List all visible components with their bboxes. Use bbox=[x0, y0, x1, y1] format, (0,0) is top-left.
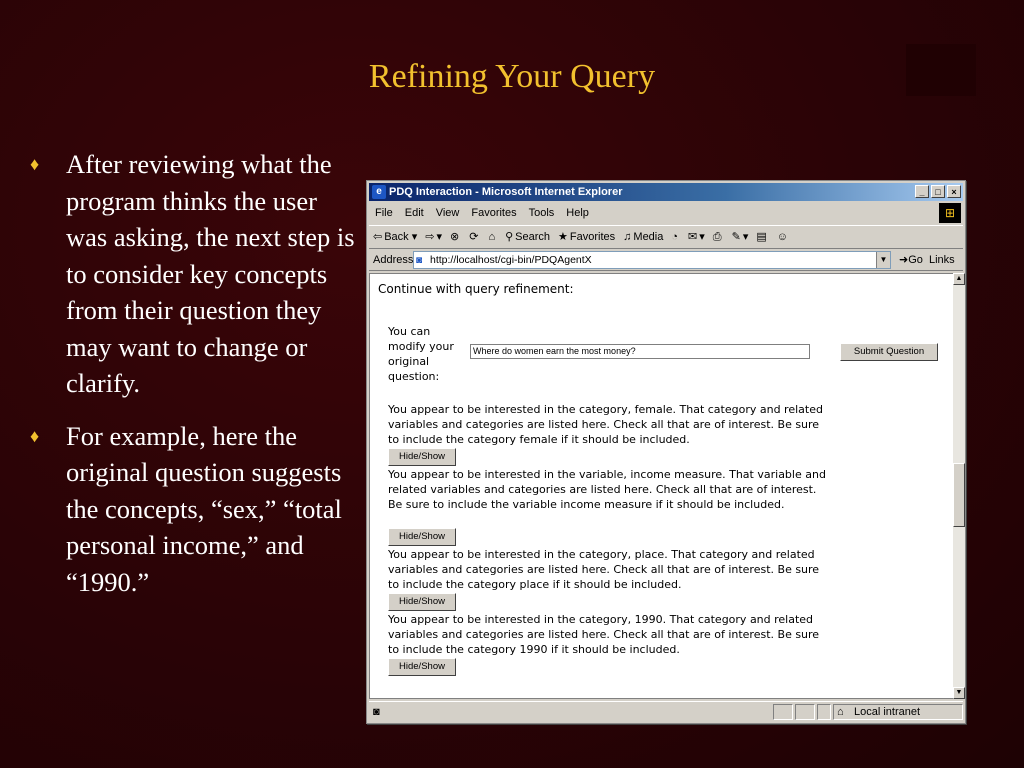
status-segment bbox=[795, 704, 815, 720]
ie-app-icon: e bbox=[372, 185, 386, 199]
forward-button[interactable]: ⇨ ▾ bbox=[425, 226, 442, 248]
status-segment bbox=[773, 704, 793, 720]
status-zone-label: Local intranet bbox=[854, 706, 921, 718]
address-url: http://localhost/cgi-bin/PDQAgentX bbox=[430, 254, 592, 266]
address-input[interactable] bbox=[413, 251, 891, 269]
concept-1990-text: You appear to be interested in the category, 1990. That category and related variables and categories are listed here. Check all that are of interest. Be sure to include the category 1990 if it should be included. bbox=[388, 613, 820, 656]
browser-window bbox=[366, 180, 966, 724]
refresh-button[interactable] bbox=[469, 226, 480, 248]
favorites-button[interactable] bbox=[558, 226, 615, 248]
status-page-icon: ◙ bbox=[373, 706, 380, 718]
search-icon: ⚲ bbox=[505, 231, 514, 243]
diamond-bullet-icon: ♦ bbox=[30, 154, 40, 174]
home-icon: ⌂ bbox=[488, 231, 496, 243]
back-button[interactable]: ⇦ Back ▾ bbox=[373, 226, 417, 248]
scroll-up-icon[interactable]: ▲ bbox=[953, 273, 965, 285]
go-arrow-icon: ➜ bbox=[899, 254, 909, 266]
maximize-button[interactable]: □ bbox=[931, 185, 945, 198]
messenger-icon: ☺ bbox=[776, 231, 788, 243]
history-button[interactable] bbox=[671, 226, 680, 248]
status-zone bbox=[833, 704, 963, 720]
title-bar[interactable] bbox=[369, 183, 963, 201]
page-heading: Continue with query refinement: bbox=[378, 282, 574, 296]
intranet-icon: ⌂ bbox=[837, 706, 844, 718]
status-bar bbox=[369, 701, 963, 721]
vertical-scrollbar[interactable] bbox=[953, 273, 965, 699]
document-icon: ▤ bbox=[756, 231, 767, 243]
print-icon: ⎙ bbox=[712, 231, 722, 243]
status-segment bbox=[817, 704, 831, 720]
menu-tools[interactable]: Tools bbox=[528, 207, 555, 219]
hide-show-1990-button[interactable]: Hide/Show bbox=[388, 658, 456, 676]
back-label: Back bbox=[384, 231, 409, 243]
menu-help[interactable]: Help bbox=[566, 207, 589, 219]
slide-title: Refining Your Query bbox=[368, 58, 656, 95]
mail-button[interactable]: ✉ ▾ bbox=[688, 226, 705, 248]
hide-show-female-button[interactable]: Hide/Show bbox=[388, 448, 456, 466]
toolbar bbox=[369, 225, 963, 249]
go-button[interactable] bbox=[899, 249, 923, 271]
page-content bbox=[369, 273, 955, 699]
concept-place-text: You appear to be interested in the category, place. That category and related variables and categories are listed here. Check all that are of interest. Be sure to include the category place if it should be included. bbox=[388, 548, 820, 591]
menu-favorites[interactable]: Favorites bbox=[471, 207, 517, 219]
menu-bar bbox=[369, 203, 963, 223]
windows-logo-icon: ⊞ bbox=[939, 203, 961, 223]
bullet-text: After reviewing what the program thinks the user was asking, the next step is to consider key concepts from their question they may want to change or clarify. bbox=[66, 149, 355, 398]
favorites-icon: ★ bbox=[558, 231, 568, 243]
address-label: Address bbox=[373, 254, 414, 266]
favorites-label: Favorites bbox=[569, 231, 616, 243]
close-button[interactable]: × bbox=[947, 185, 961, 198]
scroll-thumb[interactable] bbox=[953, 463, 965, 527]
bullet-item bbox=[30, 418, 356, 601]
print-button[interactable] bbox=[713, 226, 724, 248]
scroll-down-icon[interactable]: ▼ bbox=[953, 687, 965, 699]
media-label: Media bbox=[633, 231, 664, 243]
media-button[interactable] bbox=[623, 226, 663, 248]
address-bar bbox=[369, 249, 963, 271]
submit-question-button[interactable]: Submit Question bbox=[840, 343, 938, 361]
back-arrow-icon: ⇦ bbox=[373, 231, 383, 243]
hide-show-income-button[interactable]: Hide/Show bbox=[388, 528, 456, 546]
address-dropdown-icon[interactable]: ▼ bbox=[876, 252, 890, 268]
stop-button[interactable] bbox=[450, 226, 461, 248]
edit-button[interactable]: ✎ ▾ bbox=[732, 226, 749, 248]
minimize-button[interactable]: _ bbox=[915, 185, 929, 198]
bullet-item bbox=[30, 146, 356, 402]
bullet-text: For example, here the original question suggests the concepts, “sex,” “total personal income,” and “1990.” bbox=[66, 420, 342, 597]
window-title: PDQ Interaction - Microsoft Internet Explorer bbox=[389, 186, 623, 198]
search-label: Search bbox=[515, 231, 551, 243]
mail-icon: ✉ bbox=[688, 231, 698, 243]
forward-arrow-icon: ⇨ bbox=[425, 231, 435, 243]
menu-edit[interactable]: Edit bbox=[404, 207, 424, 219]
question-input[interactable]: Where do women earn the most money? bbox=[470, 344, 810, 359]
edit-icon: ✎ bbox=[731, 231, 741, 243]
messenger-button[interactable] bbox=[777, 226, 790, 248]
go-label: Go bbox=[908, 254, 923, 266]
diamond-bullet-icon: ♦ bbox=[30, 425, 40, 446]
history-icon: ◔ bbox=[671, 231, 679, 243]
search-button[interactable] bbox=[505, 226, 550, 248]
concept-female-text: You appear to be interested in the category, female. That category and related variables and categories are listed here. Check all that are of interest. Be sure to include the category female if it should be included. bbox=[388, 403, 823, 446]
menu-view[interactable]: View bbox=[435, 207, 460, 219]
media-icon: ♫ bbox=[623, 231, 632, 243]
decorative-block bbox=[906, 44, 976, 96]
links-label: Links bbox=[929, 254, 955, 266]
page-icon: ◙ bbox=[416, 255, 423, 266]
discuss-button[interactable] bbox=[756, 226, 768, 248]
menu-file[interactable]: File bbox=[375, 207, 393, 219]
refresh-icon: ⟳ bbox=[469, 231, 479, 243]
question-label: You can modify your original question: bbox=[388, 325, 454, 383]
hide-show-place-button[interactable]: Hide/Show bbox=[388, 593, 456, 611]
bullet-list bbox=[30, 146, 356, 616]
home-button[interactable] bbox=[488, 226, 497, 248]
concept-income-text: You appear to be interested in the variable, income measure. That variable and related variables and categories are listed here. Check all that are of interest. Be sure to include the variable income measure if it should be included. bbox=[388, 468, 826, 511]
stop-icon: ⊗ bbox=[450, 231, 460, 243]
